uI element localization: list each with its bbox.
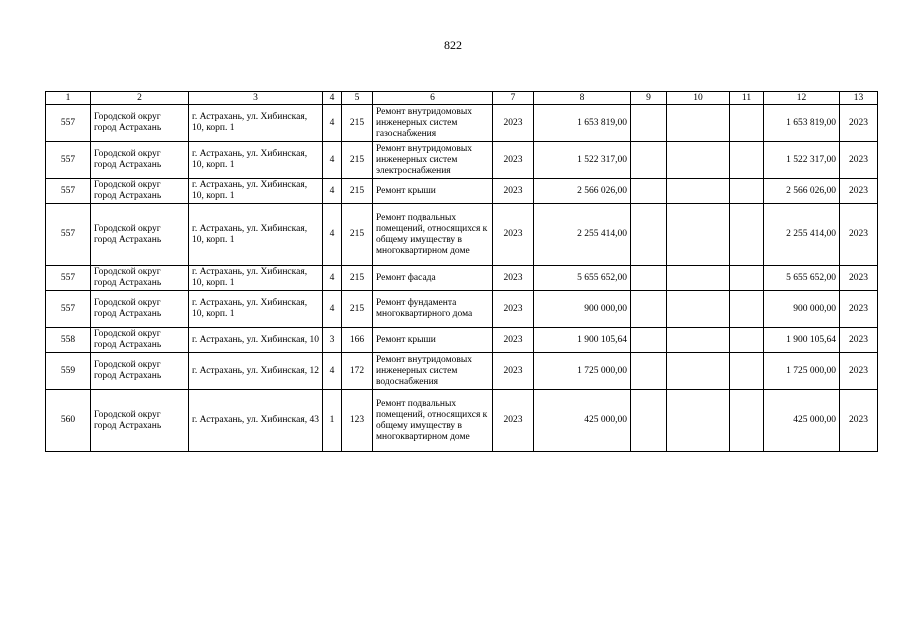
- cost-col-12-cell: 1 522 317,00: [764, 142, 840, 179]
- work-type-cell: Ремонт крыши: [373, 328, 493, 353]
- cost-col-11-cell: [730, 328, 764, 353]
- work-type-cell: Ремонт внутридомовых инженерных систем электроснабжения: [373, 142, 493, 179]
- cost-total-cell: 1 653 819,00: [534, 105, 631, 142]
- cost-col-10-cell: [667, 291, 730, 328]
- plan-year-cell: 2023: [493, 204, 534, 266]
- cost-col-9-cell: [631, 142, 667, 179]
- completion-year-cell: 2023: [840, 353, 878, 390]
- table-row: [46, 390, 878, 452]
- floors-cell: 1: [323, 390, 342, 452]
- cost-col-10-cell: [667, 142, 730, 179]
- cost-col-11-cell: [730, 105, 764, 142]
- row-number-cell: 557: [46, 105, 91, 142]
- completion-year-cell: 2023: [840, 266, 878, 291]
- floors-cell: 4: [323, 204, 342, 266]
- cost-total-cell: 1 522 317,00: [534, 142, 631, 179]
- municipality-cell: Городской округ город Астрахань: [91, 142, 189, 179]
- table-row: [46, 105, 878, 142]
- column-header: 9: [631, 92, 667, 105]
- header-row: [46, 92, 878, 105]
- floors-cell: 4: [323, 291, 342, 328]
- municipality-cell: Городской округ город Астрахань: [91, 291, 189, 328]
- completion-year-cell: 2023: [840, 390, 878, 452]
- work-type-cell: Ремонт подвальных помещений, относящихся к общему имуществу в многоквартирном доме: [373, 204, 493, 266]
- municipality-cell: Городской округ город Астрахань: [91, 204, 189, 266]
- area-cell: 215: [342, 291, 373, 328]
- area-cell: 215: [342, 179, 373, 204]
- table-row: [46, 353, 878, 390]
- work-type-cell: Ремонт крыши: [373, 179, 493, 204]
- plan-year-cell: 2023: [493, 390, 534, 452]
- municipality-cell: Городской округ город Астрахань: [91, 390, 189, 452]
- table-row: [46, 204, 878, 266]
- plan-year-cell: 2023: [493, 179, 534, 204]
- cost-col-12-cell: 2 566 026,00: [764, 179, 840, 204]
- cost-col-12-cell: 2 255 414,00: [764, 204, 840, 266]
- address-cell: г. Астрахань, ул. Хибинская, 10, корп. 1: [189, 142, 323, 179]
- row-number-cell: 557: [46, 266, 91, 291]
- address-cell: г. Астрахань, ул. Хибинская, 10, корп. 1: [189, 266, 323, 291]
- plan-year-cell: 2023: [493, 328, 534, 353]
- completion-year-cell: 2023: [840, 204, 878, 266]
- table-row: [46, 142, 878, 179]
- cost-col-9-cell: [631, 328, 667, 353]
- completion-year-cell: 2023: [840, 105, 878, 142]
- municipality-cell: Городской округ город Астрахань: [91, 353, 189, 390]
- row-number-cell: 557: [46, 179, 91, 204]
- column-header: 8: [534, 92, 631, 105]
- cost-col-12-cell: 1 900 105,64: [764, 328, 840, 353]
- completion-year-cell: 2023: [840, 179, 878, 204]
- address-cell: г. Астрахань, ул. Хибинская, 10, корп. 1: [189, 179, 323, 204]
- cost-col-9-cell: [631, 204, 667, 266]
- area-cell: 215: [342, 105, 373, 142]
- cost-col-11-cell: [730, 390, 764, 452]
- table-row: [46, 179, 878, 204]
- column-header: 12: [764, 92, 840, 105]
- page-number: 822: [444, 38, 462, 52]
- address-cell: г. Астрахань, ул. Хибинская, 10: [189, 328, 323, 353]
- column-header: 10: [667, 92, 730, 105]
- works-table: [45, 91, 878, 452]
- plan-year-cell: 2023: [493, 353, 534, 390]
- floors-cell: 4: [323, 353, 342, 390]
- municipality-cell: Городской округ город Астрахань: [91, 179, 189, 204]
- column-header: 4: [323, 92, 342, 105]
- municipality-cell: Городской округ город Астрахань: [91, 266, 189, 291]
- row-number-cell: 557: [46, 204, 91, 266]
- cost-col-11-cell: [730, 204, 764, 266]
- cost-col-12-cell: 425 000,00: [764, 390, 840, 452]
- cost-total-cell: 425 000,00: [534, 390, 631, 452]
- cost-col-12-cell: 1 653 819,00: [764, 105, 840, 142]
- cost-total-cell: 2 566 026,00: [534, 179, 631, 204]
- column-header: 13: [840, 92, 878, 105]
- plan-year-cell: 2023: [493, 105, 534, 142]
- cost-total-cell: 1 725 000,00: [534, 353, 631, 390]
- column-header: 7: [493, 92, 534, 105]
- row-number-cell: 557: [46, 142, 91, 179]
- area-cell: 215: [342, 142, 373, 179]
- plan-year-cell: 2023: [493, 142, 534, 179]
- work-type-cell: Ремонт внутридомовых инженерных систем газоснабжения: [373, 105, 493, 142]
- cost-col-11-cell: [730, 179, 764, 204]
- address-cell: г. Астрахань, ул. Хибинская, 10, корп. 1: [189, 291, 323, 328]
- cost-col-9-cell: [631, 266, 667, 291]
- cost-col-11-cell: [730, 266, 764, 291]
- cost-col-10-cell: [667, 179, 730, 204]
- area-cell: 215: [342, 204, 373, 266]
- floors-cell: 3: [323, 328, 342, 353]
- plan-year-cell: 2023: [493, 266, 534, 291]
- cost-col-9-cell: [631, 291, 667, 328]
- cost-col-10-cell: [667, 266, 730, 291]
- cost-col-9-cell: [631, 179, 667, 204]
- cost-col-10-cell: [667, 105, 730, 142]
- floors-cell: 4: [323, 179, 342, 204]
- floors-cell: 4: [323, 105, 342, 142]
- cost-col-12-cell: 900 000,00: [764, 291, 840, 328]
- cost-col-11-cell: [730, 353, 764, 390]
- column-header: 1: [46, 92, 91, 105]
- cost-col-9-cell: [631, 390, 667, 452]
- cost-col-9-cell: [631, 105, 667, 142]
- area-cell: 123: [342, 390, 373, 452]
- municipality-cell: Городской округ город Астрахань: [91, 328, 189, 353]
- address-cell: г. Астрахань, ул. Хибинская, 10, корп. 1: [189, 204, 323, 266]
- cost-total-cell: 5 655 652,00: [534, 266, 631, 291]
- address-cell: г. Астрахань, ул. Хибинская, 43: [189, 390, 323, 452]
- completion-year-cell: 2023: [840, 328, 878, 353]
- address-cell: г. Астрахань, ул. Хибинская, 10, корп. 1: [189, 105, 323, 142]
- column-header: 2: [91, 92, 189, 105]
- floors-cell: 4: [323, 142, 342, 179]
- area-cell: 215: [342, 266, 373, 291]
- cost-col-10-cell: [667, 353, 730, 390]
- column-header: 3: [189, 92, 323, 105]
- floors-cell: 4: [323, 266, 342, 291]
- cost-col-9-cell: [631, 353, 667, 390]
- cost-total-cell: 1 900 105,64: [534, 328, 631, 353]
- area-cell: 166: [342, 328, 373, 353]
- cost-total-cell: 2 255 414,00: [534, 204, 631, 266]
- table-row: [46, 266, 878, 291]
- row-number-cell: 560: [46, 390, 91, 452]
- column-header: 6: [373, 92, 493, 105]
- completion-year-cell: 2023: [840, 291, 878, 328]
- cost-col-12-cell: 1 725 000,00: [764, 353, 840, 390]
- table-row: [46, 291, 878, 328]
- row-number-cell: 559: [46, 353, 91, 390]
- cost-col-12-cell: 5 655 652,00: [764, 266, 840, 291]
- cost-col-11-cell: [730, 142, 764, 179]
- cost-col-10-cell: [667, 390, 730, 452]
- work-type-cell: Ремонт подвальных помещений, относящихся к общему имуществу в многоквартирном доме: [373, 390, 493, 452]
- column-header: 5: [342, 92, 373, 105]
- column-header: 11: [730, 92, 764, 105]
- plan-year-cell: 2023: [493, 291, 534, 328]
- cost-col-10-cell: [667, 328, 730, 353]
- cost-col-10-cell: [667, 204, 730, 266]
- work-type-cell: Ремонт фундамента многоквартирного дома: [373, 291, 493, 328]
- cost-col-11-cell: [730, 291, 764, 328]
- work-type-cell: Ремонт фасада: [373, 266, 493, 291]
- address-cell: г. Астрахань, ул. Хибинская, 12: [189, 353, 323, 390]
- row-number-cell: 557: [46, 291, 91, 328]
- cost-total-cell: 900 000,00: [534, 291, 631, 328]
- completion-year-cell: 2023: [840, 142, 878, 179]
- work-type-cell: Ремонт внутридомовых инженерных систем водоснабжения: [373, 353, 493, 390]
- municipality-cell: Городской округ город Астрахань: [91, 105, 189, 142]
- table-row: [46, 328, 878, 353]
- row-number-cell: 558: [46, 328, 91, 353]
- area-cell: 172: [342, 353, 373, 390]
